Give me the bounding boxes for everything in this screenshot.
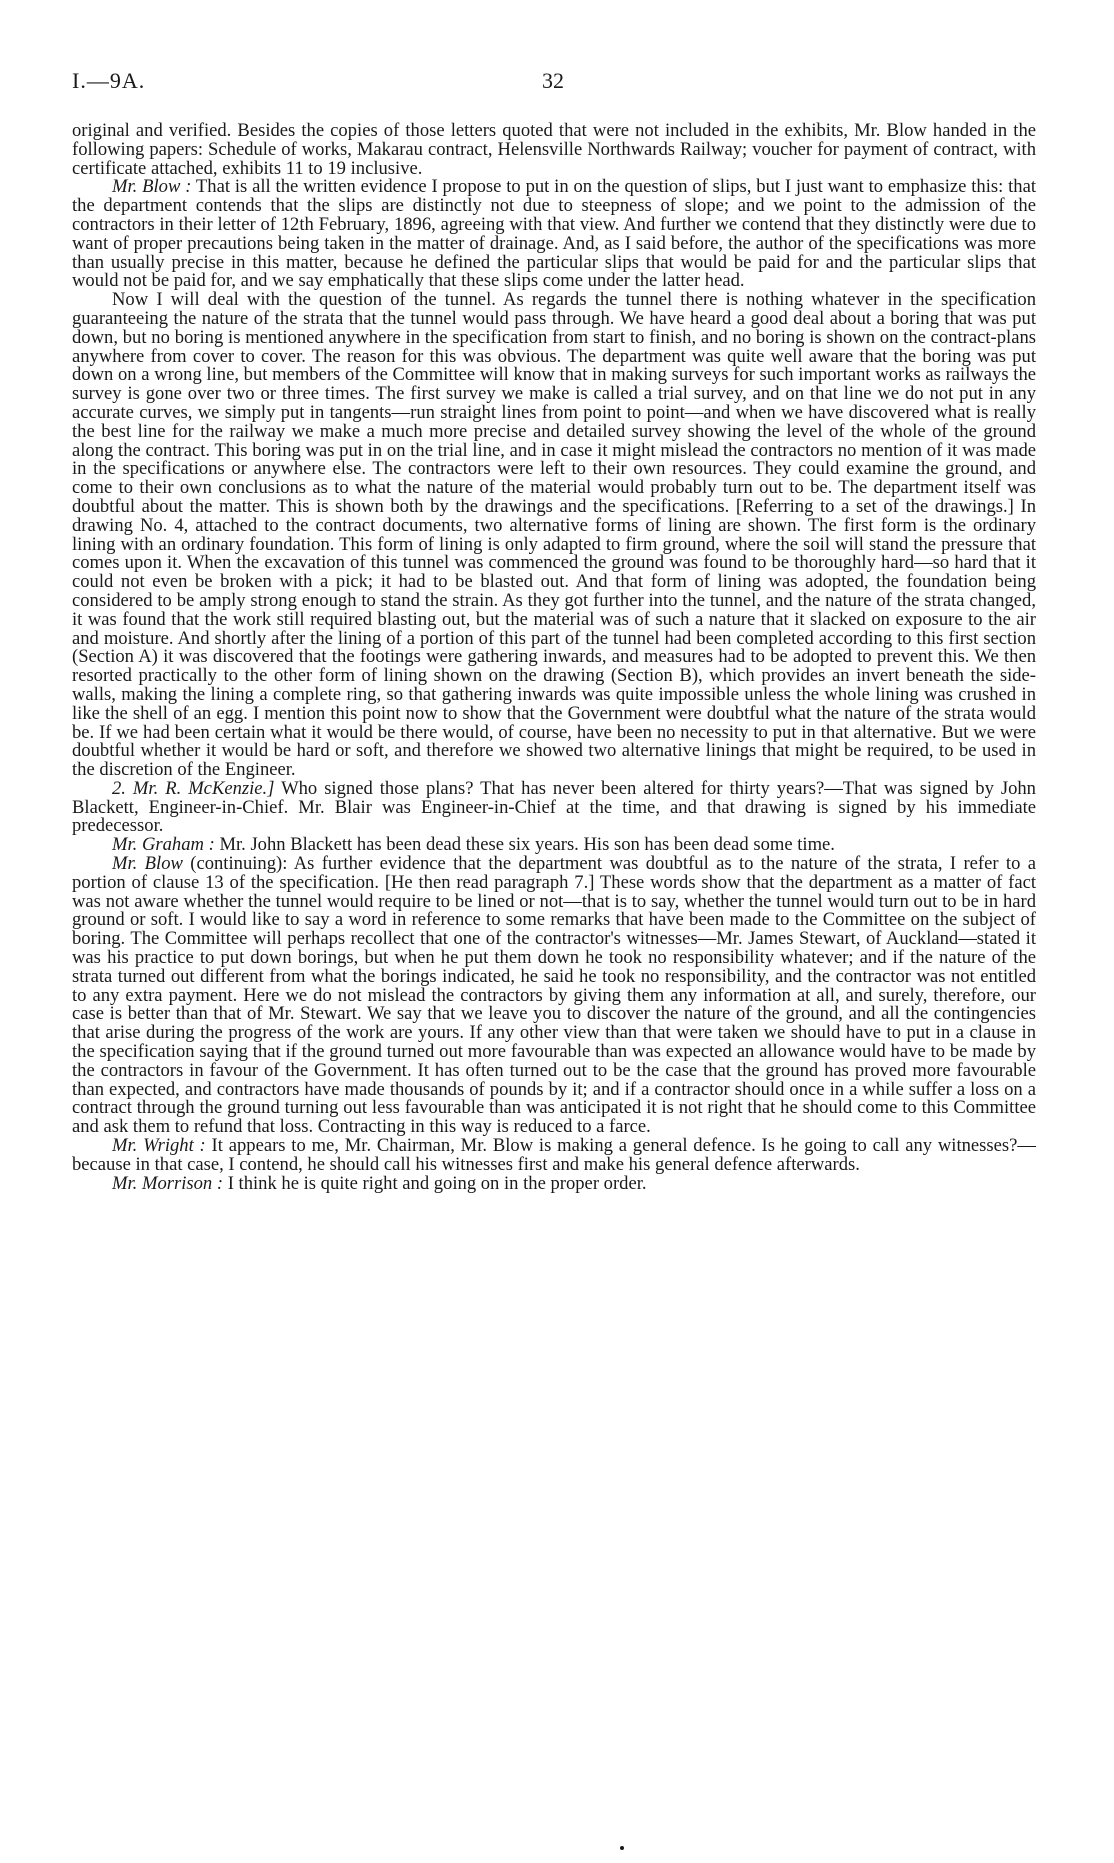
page-header — [72, 68, 1034, 98]
paragraph-text: Who signed those plans? That has never been altered for thirty years?—That was signed by John Blackett, Engineer-in-Chief. Mr. Blair was Engineer-in-Chief at the time, and that drawing is signed by his immediate predecessor. — [72, 777, 1036, 837]
paragraph — [72, 1172, 1036, 1194]
speaker-name: Mr. Morrison : — [112, 1172, 224, 1194]
paragraph — [72, 122, 1036, 178]
paragraph-text: Now I will deal with the question of the tunnel. As regards the tunnel there is nothing whatever in the specification guaranteeing the nature of the strata that the tunnel would pass through. We have heard a good deal about a boring that was put down, but no boring is mentioned anywhere in the specification from start to finish, and no boring is shown on the contract-plans anywhere from cover to cover. The reason for this was obvious. The department was quite well aware that the boring was put down on a wrong line, but members of the Committee will know that in making surveys for such important works as railways the survey is gone over two or three times. The first survey we make is called a trial survey, and on that line we do not put in any accurate curves, we simply put in tangents—run straight lines from point to point—and when we have discovered what is really the best line for the railway we make a much more precise and detailed survey showing the level of the whole of the ground along the contract. This boring was put in on the trial line, and in case it might mislead the contractors no mention of it was made in the specifications or anywhere else. The contractors were left to their own resources. They could examine the ground, and come to their own conclusions as to what the nature of the material would probably turn out to be. The department itself was doubtful about the matter. This is shown both by the drawings and the specifications. [Referring to a set of the drawings.] In drawing No. 4, attached to the contract documents, two alternative forms of lining are shown. The first form is the ordinary lining with an ordinary foundation. This form of lining is only adapted to firm ground, where the soil will stand the pressure that comes upon it. When the excavation of this tunnel was commenced the ground was found to be thoroughly hard—so hard that it could not even be broken with a pick; it had to be blasted out. And that form of lining was adopted, the foundation being considered to be amply strong enough to stand the strain. As they got further into the tunnel, and the nature of the strata changed, it was found that the work still required blasting out, but the material was of such a nature that it slacked on exposure to the air and moisture. And shortly after the lining of a portion of this part of the tunnel had been completed according to this first section (Section A) it was discovered that the footings were gathering inwards, and measures had to be adopted to prevent this. We then resorted practically to the other form of lining shown on the drawing (Section B), which provides an invert beneath the side-walls, making the lining a complete ring, so that gathering inwards was quite impossible unless the whole lining was crushed in like the shell of an egg. I mention this point now to show that the Government were doubtful what the nature of the strata would be. If we had been certain what it would be there would, of course, have been no necessity to put in that alternative. But we were doubtful whether it would be hard or soft, and therefore we showed two alternative linings that might be required, to be used in the discretion of the Engineer. — [72, 289, 1036, 781]
paragraph — [72, 178, 1036, 291]
paragraph-text: (continuing): As further evidence that the department was doubtful as to the nature of the strata, I refer to a portion of clause 13 of the specification. [He then read paragraph 7.] These words show that the department as a matter of fact was not aware whether the tunnel would require to be lined or not—that is to say, whether the tunnel would turn out to be in hard ground or soft. I would like to say a word in reference to some remarks that have been made to the Committee on the subject of boring. The Committee will perhaps recollect that one of the contractor's witnesses—Mr. James Stewart, of Auckland—stated it was his practice to put down borings, but when he put them down he took no responsibility whatever; and if the nature of the strata turned out different from what the borings indicated, he said he took no responsibility, and the contractor was not entitled to any extra payment. Here we do not mislead the contractors by giving them any information at all, and surely, therefore, our case is better than that of Mr. Stewart. We say that we leave you to discover the nature of the ground, and all the contingencies that arise during the progress of the work are yours. If any other view than that were taken we should have to put in a clause in the specification saying that if the ground turned out more favourable than was expected an allowance would have to be made by the contractors in favour of the Government. It has often turned out to be the case that the ground has proved more favourable than expected, and contractors have made thousands of pounds by it; and if a contractor should once in a while suffer a loss on a contract through the ground turning out less favourable than was anticipated it is not right that he should come to this Committee and ask them to refund that loss. Contracting in this way is reduced to a farce. — [72, 853, 1036, 1138]
paragraph — [72, 855, 1036, 1137]
paragraph-text: I think he is quite right and going on in the proper order. — [223, 1172, 647, 1194]
paragraph-text: That is all the written evidence I propose to put in on the question of slips, but I just want to emphasize this: that the department contends that the slips are distinctly not due to steepness of slope; and we point to the admission of the contractors in their letter of 12th February, 1896, agreeing with that view. And further we contend that they distinctly were due to want of proper precautions being taken in the matter of drainage. And, as I said before, the author of the specifications was more than usually precise in this matter, because he defined the particular slips that would be paid for and the particular slips that would not be paid for, and we say emphatically that these slips come under the latter head. — [72, 176, 1036, 292]
document-reference: I.—9A. — [72, 68, 146, 93]
paragraph-text: Mr. John Blackett has been dead these six years. His son has been dead some time. — [214, 834, 835, 856]
paragraph-text: original and verified. Besides the copies of those letters quoted that were not included in the exhibits, Mr. Blow handed in the following papers: Schedule of works, Makarau contract, Helensville Northwards Railway; voucher for payment of contract, with certificate attached, exhibits 11 to 19 inclusive. — [72, 120, 1036, 179]
paragraph-text: It appears to me, Mr. Chairman, Mr. Blow is making a general defence. Is he going to call any witnesses?—because in that case, I contend, he should call his witnesses first and make his general defence afterwards. — [72, 1135, 1036, 1175]
paragraph — [72, 777, 1036, 837]
speaker-name: Mr. Wright : — [112, 1135, 206, 1157]
speaker-name: Mr. Graham : — [112, 834, 215, 856]
speaker-name: Mr. Blow — [112, 853, 183, 875]
speaker-name: Mr. Blow : — [112, 176, 192, 198]
body-text — [72, 122, 1036, 1193]
speaker-name: 2. Mr. R. McKenzie.] — [112, 777, 275, 799]
paragraph — [72, 291, 1036, 780]
print-dot — [620, 1846, 624, 1850]
page-number: 32 — [542, 68, 564, 93]
paragraph — [72, 1137, 1036, 1175]
